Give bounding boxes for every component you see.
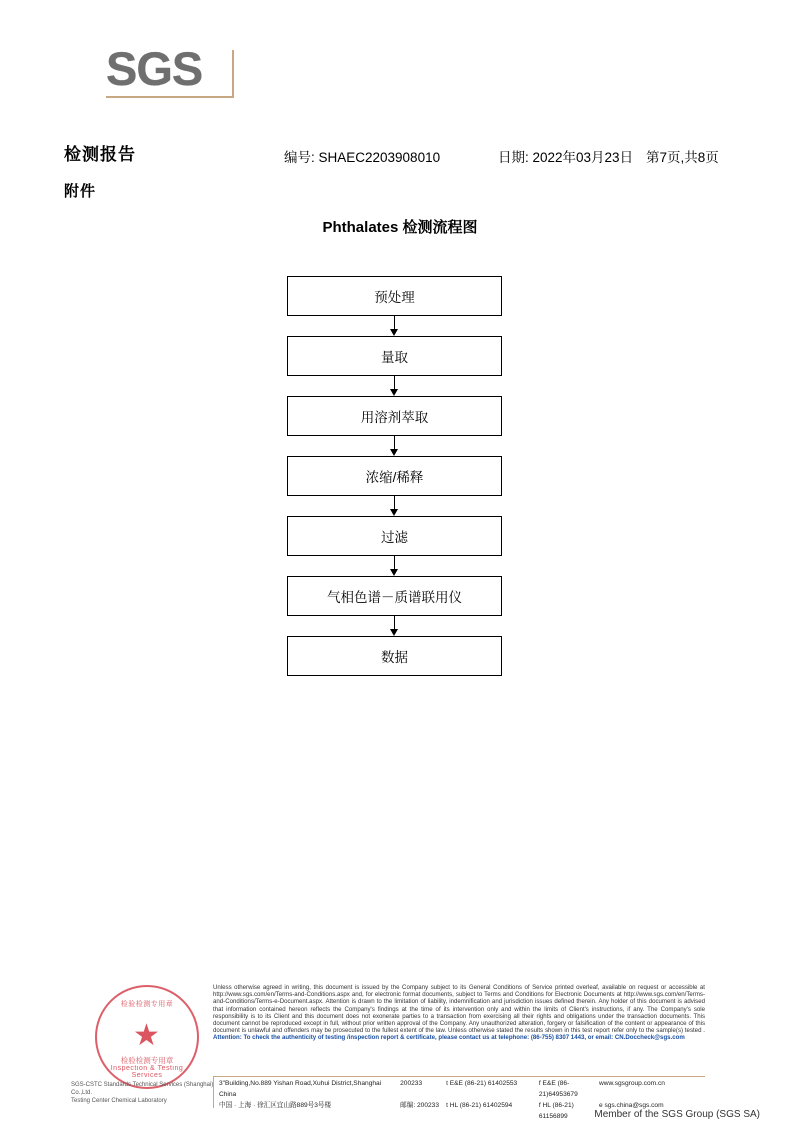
legal-disclaimer [213,984,705,1042]
flowchart [287,276,502,676]
flow-arrow-icon [287,556,502,576]
address-tel-cn: t HL (86-21) 61402594 [446,1102,513,1109]
address-zip-en: 200233 [400,1080,423,1087]
flow-step: 气相色谱－质谱联用仪 [287,576,502,616]
seal-arc-bottom-text: Inspection & Testing Services [110,1065,184,1079]
flow-step: 过滤 [287,516,502,556]
flowchart-title: Phthalates 检测流程图 [322,219,478,236]
address-row-en [219,1078,705,1100]
address-fax-en: f E&E (86-21)64953679 [538,1080,578,1098]
flow-arrow-icon [287,376,502,396]
flow-step: 浓缩/稀释 [287,456,502,496]
seal-side-text [71,1081,221,1105]
seal-arc-top-text: 检验检测专用章 [120,1001,174,1008]
page-indicator: 第7页,共8页 [646,150,719,165]
seal-star-icon: ★ [133,1019,160,1052]
seal-side-line-2: Testing Center Chemical Laboratory [71,1098,167,1104]
sgs-logo-text: SGS [106,42,203,95]
legal-attention-text: Attention: To check the authenticity of testing /inspection report & certificate, please contact us at telephone: (86-755) 8307 1443, or email: CN.Doccheck@sgs.com [213,1034,685,1042]
footer-divider-horizontal [213,1076,705,1077]
address-street-cn: 中国 · 上海 · 徐汇区宜山路889号3号楼 [219,1102,332,1109]
logo-divider-vertical [232,50,234,98]
address-email[interactable]: e sgs.china@sgs.com [598,1102,664,1109]
address-zip-cn: 邮编: 200233 [400,1102,439,1109]
flow-arrow-icon [287,436,502,456]
flow-arrow-icon [287,616,502,636]
seal-side-line-1: SGS-CSTC Standards Technical Services (Shanghai) Co.,Ltd. [71,1082,214,1096]
address-tel-en: t E&E (86-21) 61402553 [446,1080,518,1087]
flow-step: 用溶剂萃取 [287,396,502,436]
report-number: 编号: SHAEC2203908010 [284,150,441,165]
footer-divider-vertical [213,1076,214,1108]
address-web[interactable]: www.sgsgroup.com.cn [598,1080,665,1087]
seal-mid-text: 检验检测专用章 [120,1056,174,1065]
flow-arrow-icon [287,496,502,516]
address-fax-cn: f HL (86-21) 61156899 [538,1102,574,1120]
flow-step: 数据 [287,636,502,676]
official-seal-stamp [71,985,214,1104]
attachment-label: 附件 [64,183,97,200]
flow-arrow-icon [287,316,502,336]
logo-divider-horizontal [106,96,234,98]
report-date: 日期: 2022年03月23日 [498,150,634,165]
address-street-en: 3"Building,No.889 Yishan Road,Xuhui District,Shanghai China [219,1080,382,1098]
flow-step: 预处理 [287,276,502,316]
legal-body-text: Unless otherwise agreed in writing, this document is issued by the Company subject to its General Conditions of Service printed overleaf, available on request or accessible at http://www.sgs.com/en/Terms-and-Conditions.aspx and, for electronic format documents, subject to Terms and Conditions for Electronic Documents at http://www.sgs.com/en/Terms-and-Conditions/Terms-e-Document.aspx. Attention is drawn to the limitation of liability, indemnification and jurisdiction issues defined therein. Any holder of this document is advised that information contained hereon reflects the Company's findings at the time of its intervention only and within the limits of Client's instructions, if any. The Company's sole responsibility is to its Client and this document does not exonerate parties to a transaction from exercising all their rights and obligations under the transaction documents. This document cannot be reproduced except in full, without prior written approval of the Company. Any unauthorized alteration, forgery or falsification of the content or appearance of this document is unlawful and offenders may be prosecuted to the fullest extent of the law. Unless otherwise stated the results shown in this test report refer only to the sample(s) tested . [213,984,705,1035]
member-line: Member of the SGS Group (SGS SA) [594,1109,760,1120]
sgs-logo [106,44,241,104]
flow-step: 量取 [287,336,502,376]
page-title: 检测报告 [64,145,136,164]
